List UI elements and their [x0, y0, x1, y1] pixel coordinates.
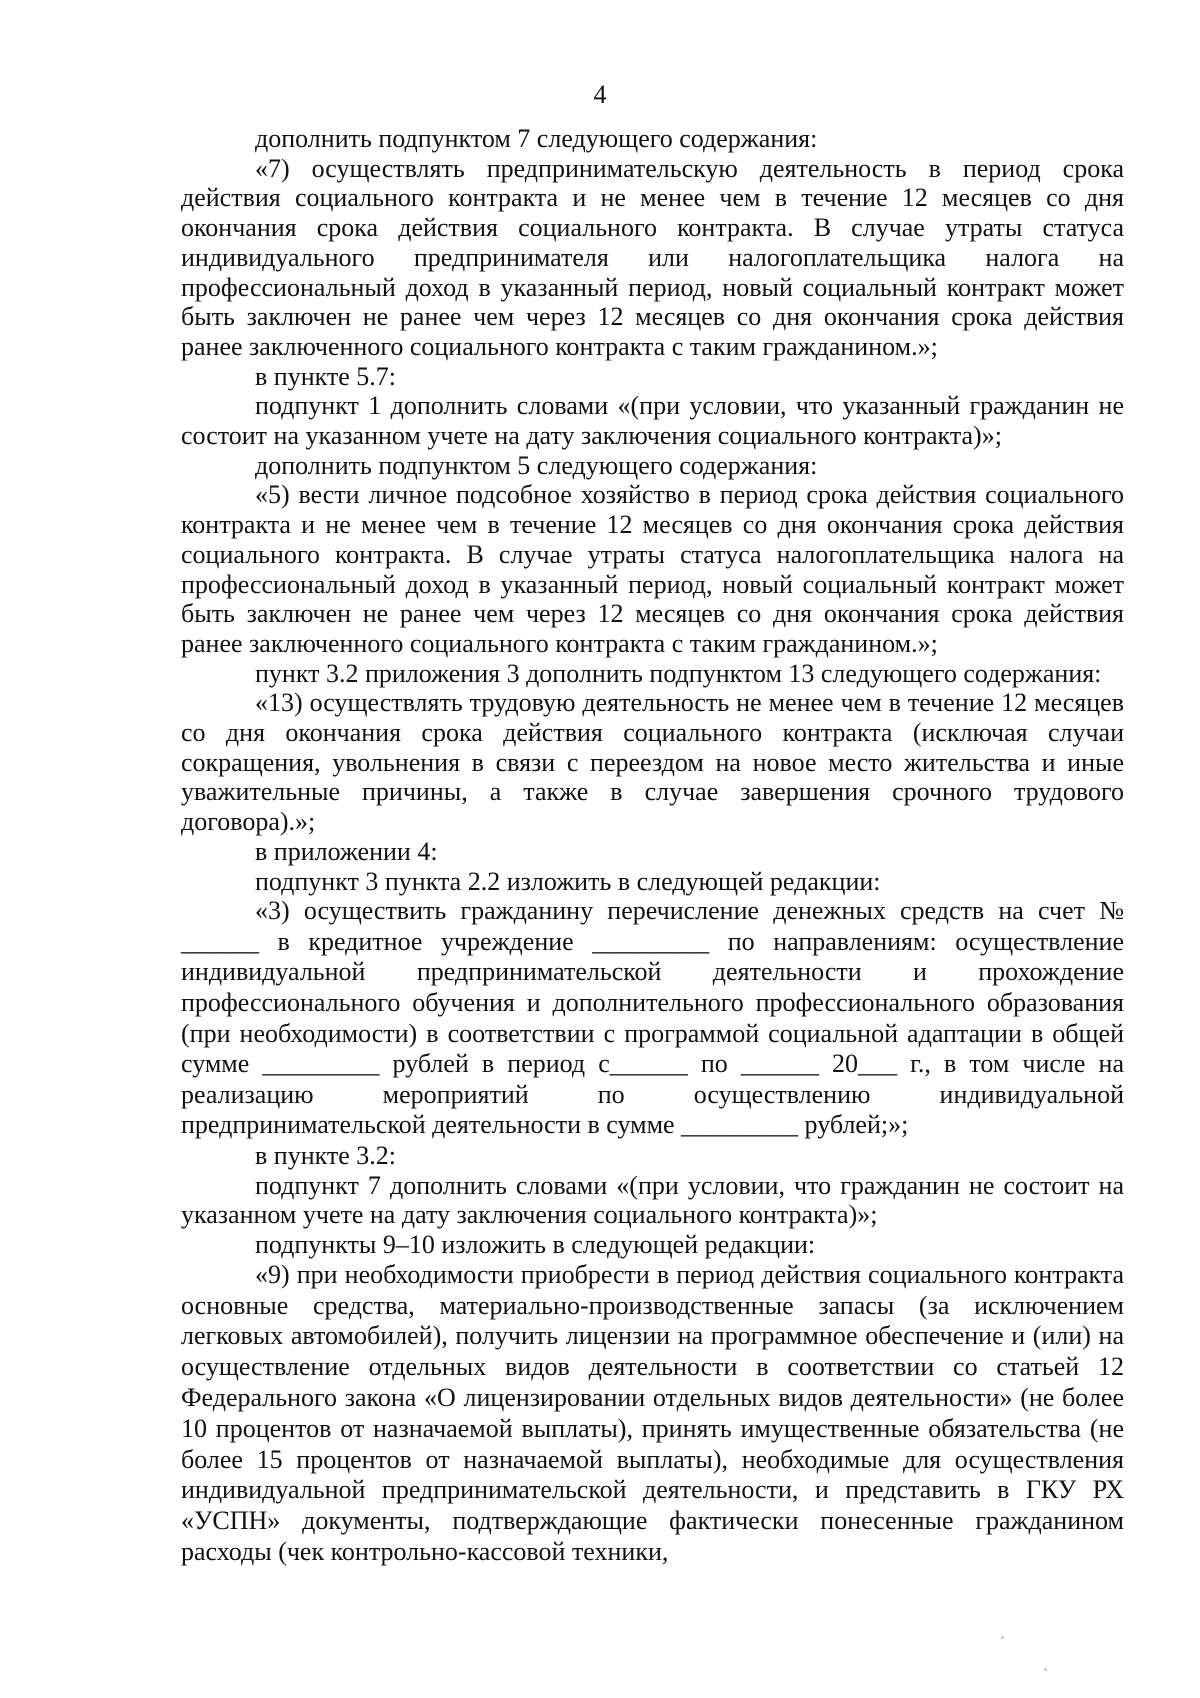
paragraph-subitem-13-text: «13) осуществлять трудовую деятельность не менее чем в течение 12 месяцев со дня окончания срока действия социального контракта (исключая случаи сокращения, увольнения в связи с переездом на новое место жительства и иные уважительные причины, а также в случае завершения срочного трудового договора).»; — [181, 688, 1131, 837]
paragraph-intro-subitem-7: дополнить подпунктом 7 следующего содержания: — [255, 124, 818, 153]
paragraph-subitem-7-text: «7) осуществлять предпринимательскую деятельность в период срока действия социального контракта и не менее чем в течение 12 месяцев со дня окончания срока действия социального контракта. В случае утраты статуса индивидуального предпринимателя или налогоплательщика налога на профессиональный доход в указанный период, новый социальный контракт может быть заключен не ранее чем через 12 месяцев со дня окончания срока действия ранее заключенного социального контракта с таким гражданином.»; — [181, 153, 1131, 361]
paragraph-point-5-7: в пункте 5.7: — [255, 361, 397, 391]
scan-speck — [1044, 1668, 1047, 1671]
paragraph-intro-subitem-5: дополнить подпунктом 5 следующего содержания: — [255, 450, 818, 480]
paragraph-point-3-2-appendix-3: пункт 3.2 приложения 3 дополнить подпунктом 13 следующего содержания: — [255, 658, 1102, 688]
paragraph-appendix-4: в приложении 4: — [255, 836, 438, 866]
page-number: 4 — [593, 80, 607, 109]
paragraph-subitems-9-10: подпункты 9–10 изложить в следующей редакции: — [255, 1230, 816, 1260]
paragraph-subitem-5-text: «5) вести личное подсобное хозяйство в период срока действия социального контракта и не менее чем в течение 12 месяцев со дня окончания срока действия социального контракта. В случае утраты статуса налогоплательщика налога на профессиональный доход в указанный период, новый социальный контракт может быть заключен не ранее чем через 12 месяцев со дня окончания срока действия ранее заключенного социального контракта с таким гражданином.»; — [181, 480, 1131, 658]
paragraph-subitem-7-addition: подпункт 7 дополнить словами «(при условии, что гражданин не состоит на указанном учете на дату заключения социального контракта)»; — [181, 1170, 1131, 1230]
paragraph-subitem-3-point-2-2: подпункт 3 пункта 2.2 изложить в следующей редакции: — [255, 866, 881, 896]
scan-speck — [1001, 1636, 1004, 1639]
paragraph-subitem-3-text: «3) осуществить гражданину перечисление денежных средств на счет № ______ в кредитное учреждение _________ по направлениям: осуществление индивидуальной предпринимательской деятельности и прохождение профессионального обучения и дополнительного профессионального образования (при необходимости) в соответствии с программой социальной адаптации в общей сумме _________ рублей в период с______ по ______ 20___ г., в том числе на реализацию мероприятий по осуществлению индивидуальной предпринимательской деятельности в сумме _________ рублей;»; — [181, 896, 1131, 1140]
document-body — [181, 124, 1131, 1568]
paragraph-point-3-2: в пункте 3.2: — [255, 1141, 397, 1171]
paragraph-subitem-1-addition: подпункт 1 дополнить словами «(при условии, что указанный гражданин не состоит на указанном учете на дату заключения социального контракта)»; — [181, 391, 1131, 451]
paragraph-subitem-9-text: «9) при необходимости приобрести в период действия социального контракта основные средства, материально-производственные запасы (за исключением легковых автомобилей), получить лицензии на программное обеспечение и (или) на осуществление отдельных видов деятельности в соответствии со статьей 12 Федерального закона «О лицензировании отдельных видов деятельности» (не более 10 процентов от назначаемой выплаты), принять имущественные обязательства (не более 15 процентов от назначаемой выплаты), необходимые для осуществления индивидуальной предпринимательской деятельности, и представить в ГКУ РХ «УСПН» документы, подтверждающие фактически понесенные гражданином расходы (чек контрольно-кассовой техники, — [181, 1259, 1131, 1567]
